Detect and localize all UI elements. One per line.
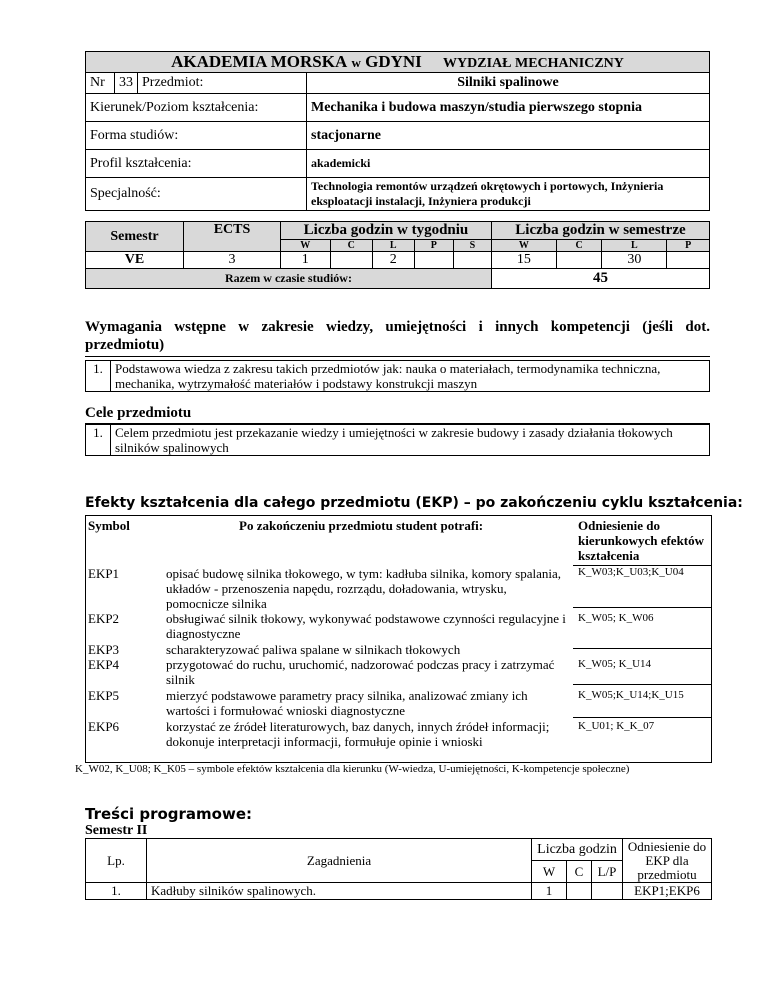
row-label: Specjalność: [86,178,307,211]
weekly-c-value [330,252,372,269]
effect-symbol: EKP2 [88,611,120,626]
content-row-lp: 1. [86,883,147,900]
effect-desc: obsługiwać silnik tłokowy, wykonywać podstawowe czynności regulacyjne i diagnostyczne [166,611,566,641]
subject-value: Silniki spalinowe [307,73,710,94]
effect-desc: korzystać ze źródeł literaturowych, baz danych, innych źródeł informacji; dokonuje interpretacji informacji, formułuje opinie i wnioski [166,719,550,749]
requirements-title: Wymagania wstępne w zakresie wiedzy, umiejętności i innych kompetencji (jeśli dot. przedmiotu) [85,318,710,357]
subject-label: Przedmiot: [138,73,307,94]
content-col-topic: Zagadnienia [147,839,532,883]
content-row-w: 1 [532,883,567,900]
effect-ref: K_W05; K_U14 [578,658,652,670]
header-table [85,51,710,211]
academy-header [86,52,710,73]
semestr-value: VE [86,252,184,269]
effect-ref: K_W03;K_U03;K_U04 [578,566,684,578]
sem-c-value [556,252,602,269]
row-value: Technologia remontów urządzeń okrętowych i portowych, Inżynieria eksploatacji instalacji, Inżyniera produkcji [307,178,710,211]
divider [573,684,711,685]
weekly-label: Liczba godzin w tygodniu [281,222,492,240]
effects-col-symbol: Symbol [88,518,130,533]
col-p: P [667,240,710,252]
effect-desc: opisać budowę silnika tłokowego, w tym: kadłuba silnika, komory spalania, układów - przenoszenia napędu, rozrządu, doładowania, wtrysku, pomocnicze silnika [166,566,561,611]
effect-ref: K_W05;K_U14;K_U15 [578,689,684,701]
sem-w-value: 15 [491,252,556,269]
effect-ref: K_U01; K_K_07 [578,720,655,732]
row-value: stacjonarne [307,122,710,150]
content-col-lp: Lp. [86,839,147,883]
goals-num: 1. [86,425,111,456]
total-label: Razem w czasie studiów: [86,269,492,289]
col-w: W [281,240,331,252]
col-c: C [330,240,372,252]
row-label: Forma studiów: [86,122,307,150]
goals-title: Cele przedmiotu [85,405,710,424]
content-col-ref: Odniesienie do EKP dla przedmiotu [623,839,712,883]
weekly-p-value [414,252,453,269]
col-w: W [491,240,556,252]
goals-text: Celem przedmiotu jest przekazanie wiedzy i umiejętności w zakresie budowy i zasady działania tłokowych silników spalinowych [111,425,710,456]
content-col-w: W [532,861,567,883]
row-value: akademicki [307,150,710,178]
col-l: L [602,240,667,252]
effects-col-desc: Po zakończeniu przedmiotu student potrafi: [239,518,484,533]
total-value: 45 [491,269,709,289]
effect-desc: scharakteryzować paliwa spalane w silnikach tłokowych [166,642,461,657]
requirements-table [85,360,710,392]
row-label: Kierunek/Poziom kształcenia: [86,94,307,122]
hours-table [85,221,710,289]
effect-symbol: EKP4 [88,657,120,672]
effects-col-ref: Odniesienie do kierunkowych efektów kształcenia [578,518,705,563]
sem-l-value: 30 [602,252,667,269]
content-col-hours: Liczba godzin [532,839,623,861]
effects-table [85,515,712,763]
effect-ref: K_W05; K_W06 [578,612,654,624]
effects-title: Efekty kształcenia dla całego przedmiotu (EKP) – po zakończeniu cyklu kształcenia: [85,495,743,511]
content-semester: Semestr II [85,823,148,838]
effects-footnote: K_W02, K_U08; K_K05 – symbole efektów kształcenia dla kierunku (W-wiedza, U-umiejętności, K-kompetencje społeczne) [75,763,630,775]
content-row-l [592,883,623,900]
effect-symbol: EKP1 [88,566,120,581]
semestr-label: Semestr [86,222,184,252]
semester-hours-label: Liczba godzin w semestrze [491,222,709,240]
content-col-c: C [567,861,592,883]
nr-value: 33 [115,73,138,94]
academy-name: AKADEMIA MORSKA [171,52,348,71]
col-p: P [414,240,453,252]
effect-symbol: EKP3 [88,642,120,657]
col-c: C [556,240,602,252]
effect-desc: mierzyć podstawowe parametry pracy silnika, analizować zmiany ich wartości i formułować wnioski diagnostyczne [166,688,528,718]
ects-label: ECTS [184,222,281,252]
content-row-c [567,883,592,900]
academy-w: w [351,55,361,70]
content-row-topic: Kadłuby silników spalinowych. [147,883,532,900]
nr-label: Nr [86,73,115,94]
requirements-num: 1. [86,361,111,392]
effect-symbol: EKP6 [88,719,120,734]
weekly-w-value: 1 [281,252,331,269]
content-table [85,838,712,900]
divider [573,607,711,608]
requirements-text: Podstawowa wiedza z zakresu takich przedmiotów jak: nauka o materiałach, termodynamika techniczna, mechanika, wytrzymałość materiałów i podstawy konstrukcji maszyn [111,361,710,392]
effect-desc: przygotować do ruchu, uruchomić, nadzorować podczas pracy i zatrzymać silnik [166,657,555,687]
divider [573,648,711,649]
row-value: Mechanika i budowa maszyn/studia pierwszego stopnia [307,94,710,122]
content-title: Treści programowe: [85,805,252,823]
weekly-s-value [453,252,491,269]
col-l: L [372,240,414,252]
content-row-ref: EKP1;EKP6 [623,883,712,900]
goals-table [85,424,710,456]
content-col-l: L/P [592,861,623,883]
effect-symbol: EKP5 [88,688,120,703]
faculty-name: WYDZIAŁ MECHANICZNY [443,56,624,71]
col-s: S [453,240,491,252]
weekly-l-value: 2 [372,252,414,269]
sem-p-value [667,252,710,269]
divider [573,717,711,718]
academy-city: GDYNI [365,52,422,71]
ects-value: 3 [184,252,281,269]
row-label: Profil kształcenia: [86,150,307,178]
